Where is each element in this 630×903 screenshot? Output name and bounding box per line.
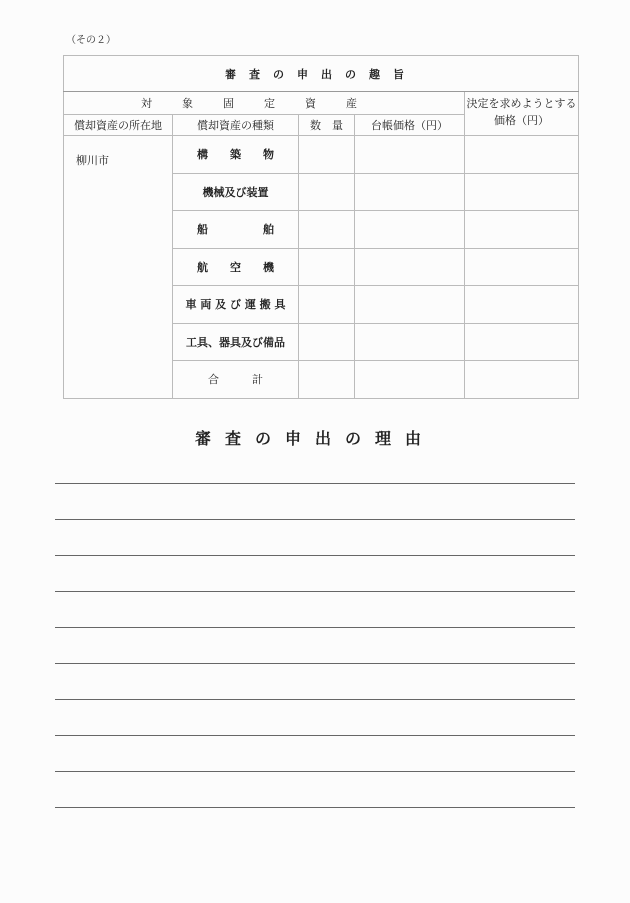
ledger-price-cell[interactable]: [355, 173, 465, 211]
quantity-cell[interactable]: [299, 361, 355, 399]
writing-line[interactable]: [55, 591, 575, 592]
decide-price-cell[interactable]: [465, 173, 579, 211]
writing-line[interactable]: [55, 627, 575, 628]
ledger-price-cell[interactable]: [355, 361, 465, 399]
type-header: 償却資産の種類: [173, 115, 299, 136]
quantity-header: 数 量: [299, 115, 355, 136]
writing-line[interactable]: [55, 555, 575, 556]
quantity-cell[interactable]: [299, 173, 355, 211]
decide-price-cell[interactable]: [465, 323, 579, 361]
ledger-price-cell[interactable]: [355, 286, 465, 324]
ledger-price-cell[interactable]: [355, 323, 465, 361]
ledger-price-header: 台帳価格（円）: [355, 115, 465, 136]
writing-line[interactable]: [55, 771, 575, 772]
decide-price-cell[interactable]: [465, 286, 579, 324]
writing-line[interactable]: [55, 663, 575, 664]
quantity-cell[interactable]: [299, 286, 355, 324]
asset-type: 船 舶: [173, 211, 299, 249]
writing-line[interactable]: [55, 699, 575, 700]
quantity-cell[interactable]: [299, 211, 355, 249]
quantity-cell[interactable]: [299, 248, 355, 286]
form-title: 審査の申出の趣旨: [64, 56, 579, 92]
page-label: （その２）: [66, 35, 116, 46]
writing-line[interactable]: [55, 519, 575, 520]
reason-title: 審査の申出の理由: [194, 429, 435, 448]
decide-price-cell[interactable]: [465, 248, 579, 286]
asset-type: 航 空 機: [173, 248, 299, 286]
assets-header: 対象固定資産: [64, 92, 465, 115]
asset-type: 工具、器具及び備品: [173, 323, 299, 361]
decide-price-cell[interactable]: [465, 361, 579, 399]
asset-type: 構 築 物: [173, 136, 299, 174]
asset-type: 車 両 及 び 運 搬 具: [173, 286, 299, 324]
decide-price-cell[interactable]: [465, 211, 579, 249]
quantity-cell[interactable]: [299, 323, 355, 361]
writing-line[interactable]: [55, 735, 575, 736]
quantity-cell[interactable]: [299, 136, 355, 174]
decide-price-header: 決定を求めようとする価格（円）: [465, 92, 579, 136]
ledger-price-cell[interactable]: [355, 136, 465, 174]
request-purpose-table: [63, 55, 579, 399]
ledger-price-cell[interactable]: [355, 248, 465, 286]
ledger-price-cell[interactable]: [355, 211, 465, 249]
location-value[interactable]: 柳川市: [64, 136, 173, 399]
location-header: 償却資産の所在地: [64, 115, 173, 136]
total-label: 合 計: [173, 361, 299, 399]
asset-type: 機械及び装置: [173, 173, 299, 211]
decide-price-cell[interactable]: [465, 136, 579, 174]
writing-line[interactable]: [55, 483, 575, 484]
table-row: [64, 136, 579, 174]
writing-line[interactable]: [55, 807, 575, 808]
